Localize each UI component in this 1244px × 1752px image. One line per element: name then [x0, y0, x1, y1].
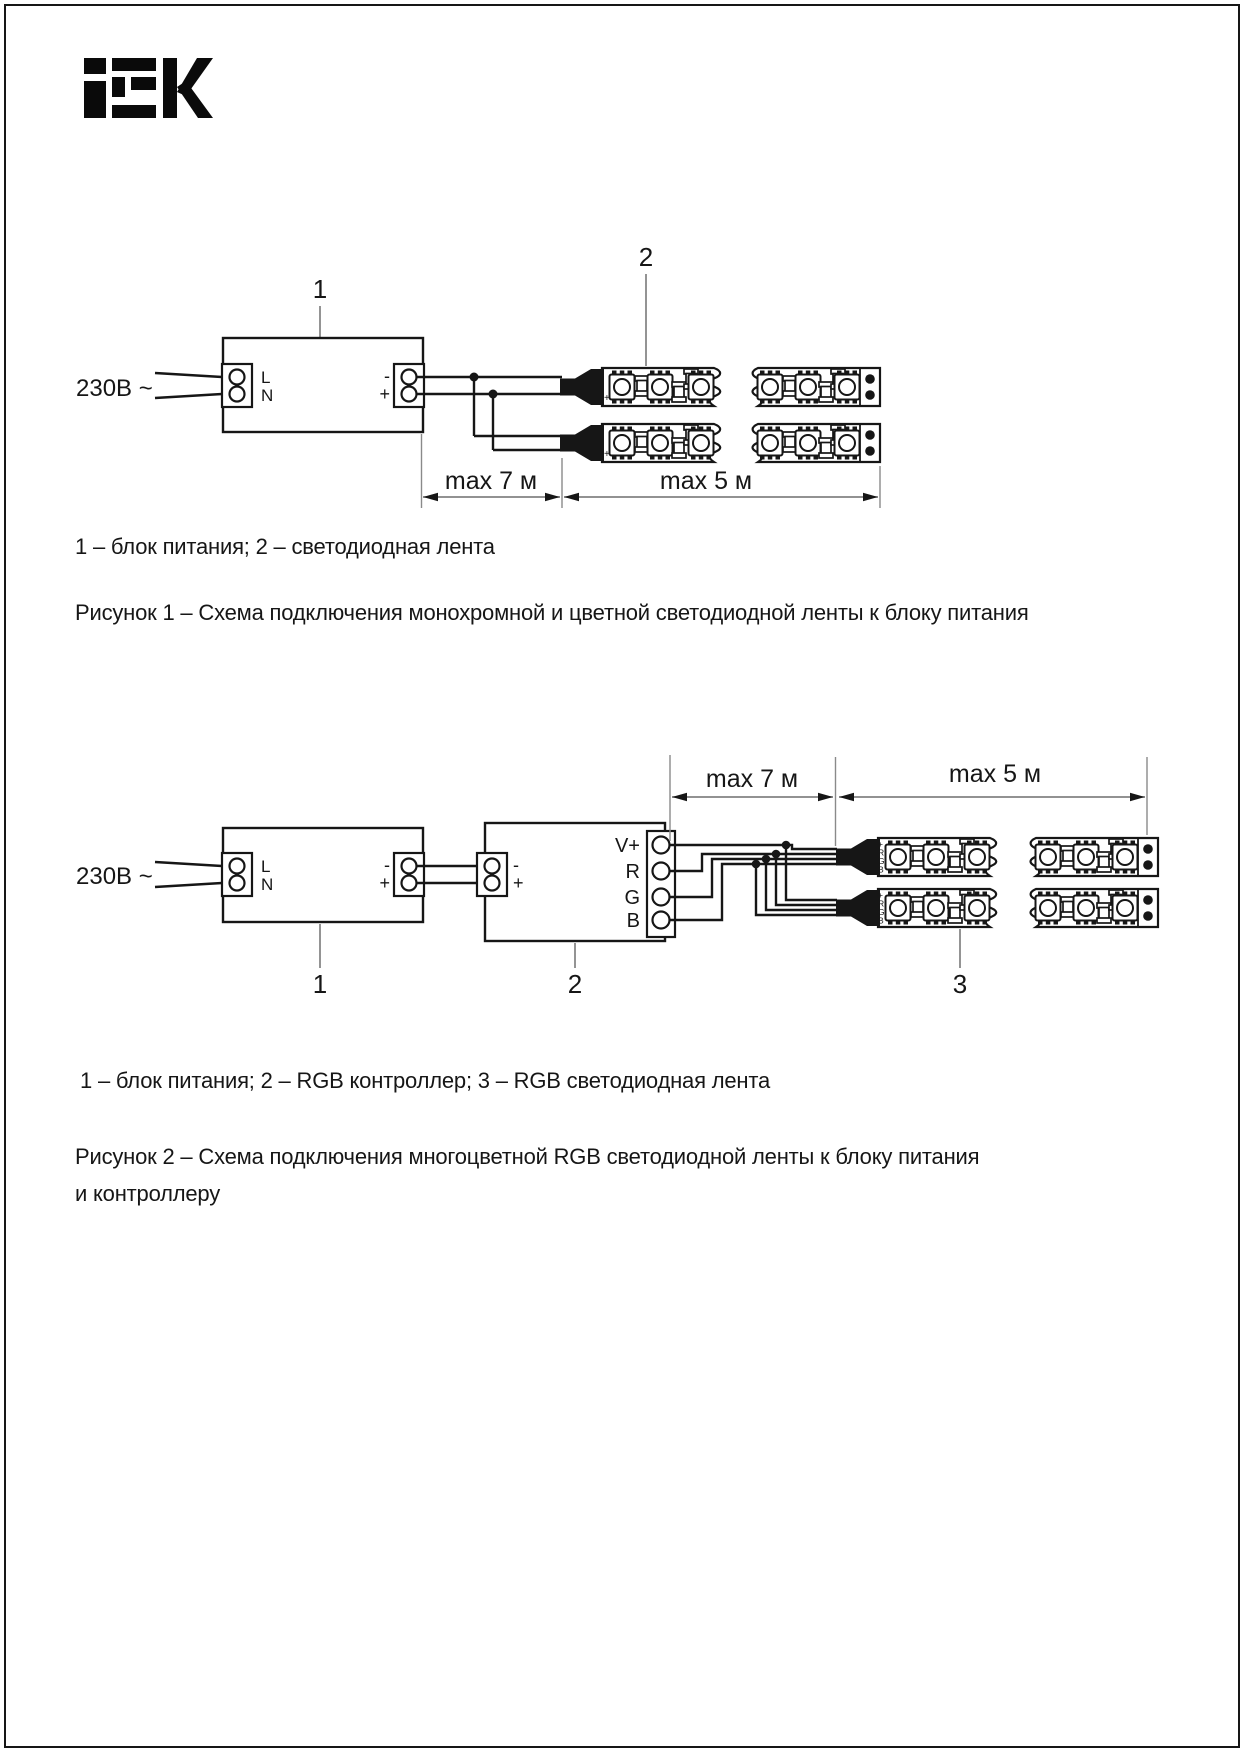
fig2-strip2-g: G — [878, 907, 885, 917]
rgb-strip-segment — [878, 889, 996, 927]
fig2-strip1-r: R — [878, 847, 885, 858]
fig2-ctrl-in-minus: - — [513, 855, 519, 875]
led-strip-segment — [753, 424, 881, 462]
fig2-strip1-g: G — [878, 856, 885, 866]
rgb-strip-segment — [878, 838, 996, 876]
fig1-terminal-n: N — [261, 386, 274, 405]
led-strip-segment — [753, 368, 881, 406]
fig2-dim-5m: max 5 м — [948, 760, 1042, 788]
fig2-ref3-label: 3 — [952, 969, 968, 999]
fig1-dim-7m: max 7 м — [444, 467, 538, 495]
strip-connector — [836, 890, 880, 926]
figure1-legend: 1 – блок питания; 2 – светодиодная лента — [75, 534, 495, 559]
fig2-voltage-label: 230В ~ — [76, 863, 153, 890]
strip-connector — [560, 369, 604, 405]
fig1-terminal-l: L — [261, 368, 271, 387]
fig2-ctrl-r: R — [625, 861, 640, 883]
fig2-strip2-b: B — [878, 915, 884, 926]
figure1-caption: Рисунок 1 – Схема подключения монохромной и цветной светодиодной ленты к блоку питания — [75, 600, 1029, 625]
fig2-ctrl-b: B — [626, 910, 640, 932]
strip-connector — [836, 839, 880, 875]
iek-logo — [84, 58, 213, 118]
fig1-terminal-minus: - — [384, 366, 390, 386]
fig2-psu-plus: + — [379, 873, 390, 893]
figure2-caption-line1: Рисунок 2 – Схема подключения многоцветной RGB светодиодной ленты к блоку питания — [75, 1144, 980, 1169]
fig1-terminal-plus: + — [379, 384, 390, 404]
fig2-strip1-plus: + — [878, 839, 883, 849]
strip-connector — [560, 425, 604, 461]
rgb-strip-segment — [1031, 838, 1159, 876]
fig1-ref2-label: 2 — [638, 242, 654, 272]
fig2-ctrl-vplus: V+ — [614, 835, 640, 857]
figure2-caption-line2: и контроллеру — [75, 1181, 221, 1206]
figure1-diagram — [76, 242, 880, 508]
fig2-dim-7m: max 7 м — [705, 765, 799, 793]
figure2-diagram — [76, 755, 1158, 999]
fig2-psu-minus: - — [384, 855, 390, 875]
led-strip-segment — [602, 368, 720, 406]
fig1-strip2-plus: + — [604, 449, 610, 460]
fig2-strip1-b: B — [878, 864, 884, 875]
fig2-strip2-plus: + — [878, 890, 883, 900]
fig1-dim-5m: max 5 м — [659, 467, 753, 495]
fig2-terminal-l: L — [261, 857, 271, 876]
led-strip-segment — [602, 424, 720, 462]
fig2-ref1-label: 1 — [312, 969, 328, 999]
fig2-ctrl-in-plus: + — [513, 873, 524, 893]
fig2-strip2-r: R — [878, 898, 885, 909]
fig2-ref2-label: 2 — [567, 969, 583, 999]
fig2-ctrl-g: G — [624, 887, 640, 909]
fig1-voltage-label: 230В ~ — [76, 375, 153, 402]
fig2-terminal-n: N — [261, 875, 274, 894]
fig1-strip1-plus: + — [604, 393, 610, 404]
rgb-strip-segment — [1031, 889, 1159, 927]
figure2-legend: 1 – блок питания; 2 – RGB контроллер; 3 – RGB светодиодная лента — [80, 1068, 770, 1093]
figure2-caption — [75, 1138, 1025, 1212]
fig1-ref1-label: 1 — [312, 274, 328, 304]
